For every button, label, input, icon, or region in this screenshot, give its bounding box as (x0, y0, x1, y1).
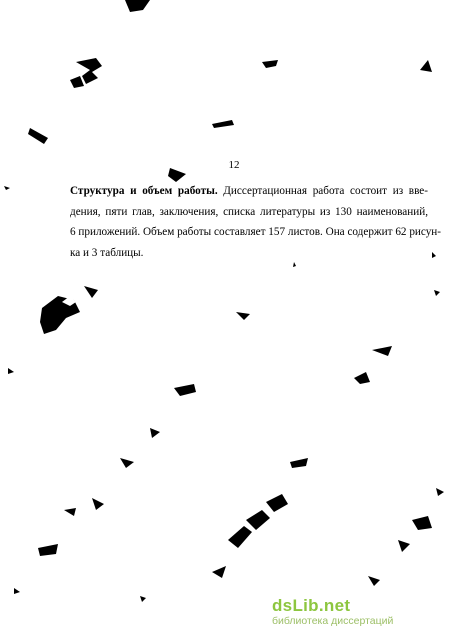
paragraph-line-1 (70, 181, 428, 202)
paragraph-line-1-text: Диссертационная работа состоит из вве- (217, 185, 428, 197)
dslib-subtitle: библиотека диссертаций (272, 615, 394, 627)
dslib-watermark (272, 596, 442, 628)
paragraph-line-4: ка и 3 таблицы. (70, 246, 144, 259)
dslib-logo: dsLib.net (272, 596, 351, 615)
paragraph-line-2: дения, пяти глав, заключения, списка литературы из 130 наименований, (70, 205, 428, 218)
paragraph-structure (70, 181, 442, 263)
paragraph-lead: Структура и объем работы. (70, 185, 218, 197)
paragraph-line-3: 6 приложений. Объем работы составляет 157 листов. Она содержит 62 рисун- (70, 226, 442, 238)
page-number: 12 (228, 159, 240, 171)
